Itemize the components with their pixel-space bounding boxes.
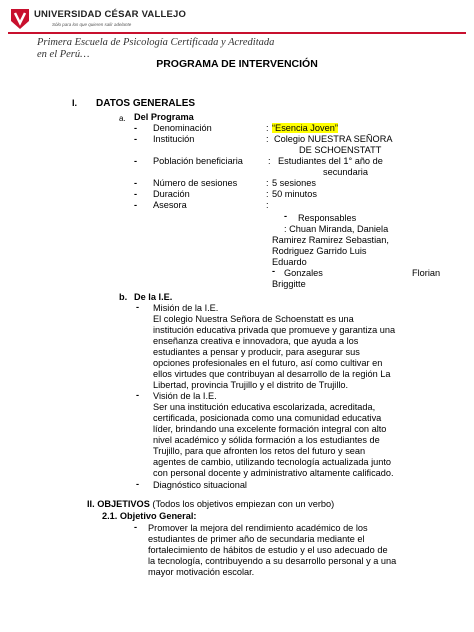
responsables-line: Eduardo xyxy=(272,257,307,267)
objetivo-general-heading: 2.1. Objetivo General: xyxy=(102,511,197,521)
university-motto: Sólo para los que quieren salir adelante xyxy=(52,22,132,27)
responsables-line: Ramirez Ramirez Sebastian, xyxy=(272,235,389,245)
row-label: Duración xyxy=(153,189,190,199)
row-value: Colegio NUESTRA SEÑORA xyxy=(274,134,393,144)
subsection-a-heading: Del Programa xyxy=(134,112,194,122)
vision-label: Visión de la I.E. xyxy=(153,391,217,401)
mision-text: opciones profesionales en el futuro, así como cultivar en xyxy=(153,358,383,368)
page-title: PROGRAMA DE INTERVENCIÓN xyxy=(156,58,318,70)
responsables-line: Rodriguez Garrido Luis xyxy=(272,246,367,256)
mision-text: El colegio Nuestra Señora de Schoenstatt es una xyxy=(153,314,354,324)
mision-text: Libertad, provincia Trujillo y el distrito de Trujillo. xyxy=(153,380,349,390)
subsection-b-heading: De la I.E. xyxy=(134,292,173,302)
row-value: 50 minutos xyxy=(272,189,317,199)
section-2-numeral: II. xyxy=(87,499,95,509)
header-tagline: Primera Escuela de Psicología Certificada y Acreditada en el Perú… xyxy=(37,37,275,60)
mision-text: enseñanza creativa e innovadora, que ayuda a los xyxy=(153,336,359,346)
header-divider xyxy=(8,32,466,34)
vision-text: nivel académico y sólida formación a los estudiantes de xyxy=(153,435,380,445)
objetivo-general-text: fortalecimiento de hábitos de estudio y el uso adecuado de xyxy=(148,545,388,555)
subsection-a-letter: a. xyxy=(119,114,126,123)
vision-text: Ser una institución educativa escolarizada, acreditada, xyxy=(153,402,376,412)
row-value: Estudiantes del 1° año de xyxy=(278,156,383,166)
mision-text: ellos virtudes que contribuyan al desarrollo de la región La xyxy=(153,369,391,379)
mision-text: estudiantes a pensar y producir, para asegurar sus xyxy=(153,347,360,357)
vision-text: con personal docente y administrativo altamente calificado. xyxy=(153,468,394,478)
section-1-heading: DATOS GENERALES xyxy=(96,98,196,109)
objetivo-general-text: la tecnología, contribuyendo a su desarrollo personal y a una xyxy=(148,556,397,566)
objetivo-general-text: estudiantes de primer año de secundaria mediante el xyxy=(148,534,365,544)
row-value-cont: DE SCHOENSTATT xyxy=(299,145,382,155)
vision-text: agentes de cambio, utilizando tecnología actualizada junto xyxy=(153,457,392,467)
row-label: Denominación xyxy=(153,123,212,133)
row-value: 5 sesiones xyxy=(272,178,316,188)
objetivo-general-text: mayor motivación escolar. xyxy=(148,567,255,577)
section-1-numeral: I. xyxy=(72,98,78,108)
vision-text: certificada, posicionada como una comunidad educativa xyxy=(153,413,382,423)
row-label: Número de sesiones xyxy=(153,178,238,188)
row-value-cont: secundaria xyxy=(323,167,368,177)
university-name: UNIVERSIDAD CÉSAR VALLEJO xyxy=(34,9,187,20)
diagnostico-label: Diagnóstico situacional xyxy=(153,480,247,490)
vision-text: Trujillo, para que afronten los retos del futuro y sean xyxy=(153,446,366,456)
responsables-line: : Chuan Miranda, Daniela xyxy=(284,224,389,234)
objetivo-general-text: Promover la mejora del rendimiento académico de los xyxy=(148,523,368,533)
section-2-heading: OBJETIVOS xyxy=(97,499,150,509)
responsables-line: Briggitte xyxy=(272,279,306,289)
subsection-b-letter: b. xyxy=(119,292,128,302)
mision-label: Misión de la I.E. xyxy=(153,303,219,313)
responsables-line: Gonzales xyxy=(284,268,323,278)
section-2-note: (Todos los objetivos empiezan con un verbo) xyxy=(152,499,335,509)
row-label: Población beneficiaria xyxy=(153,156,243,166)
responsables-label: Responsables xyxy=(298,213,357,223)
program-name-highlight: “Esencia Joven” xyxy=(272,123,338,133)
row-label: Asesora xyxy=(153,200,187,210)
university-logo-icon xyxy=(10,8,30,30)
vision-text: líder, brindando una excelente formación integral con alto xyxy=(153,424,387,434)
mision-text: institución educativa privada que promueve y garantiza una xyxy=(153,325,396,335)
responsables-line: Florian xyxy=(412,268,441,278)
row-label: Institución xyxy=(153,134,195,144)
